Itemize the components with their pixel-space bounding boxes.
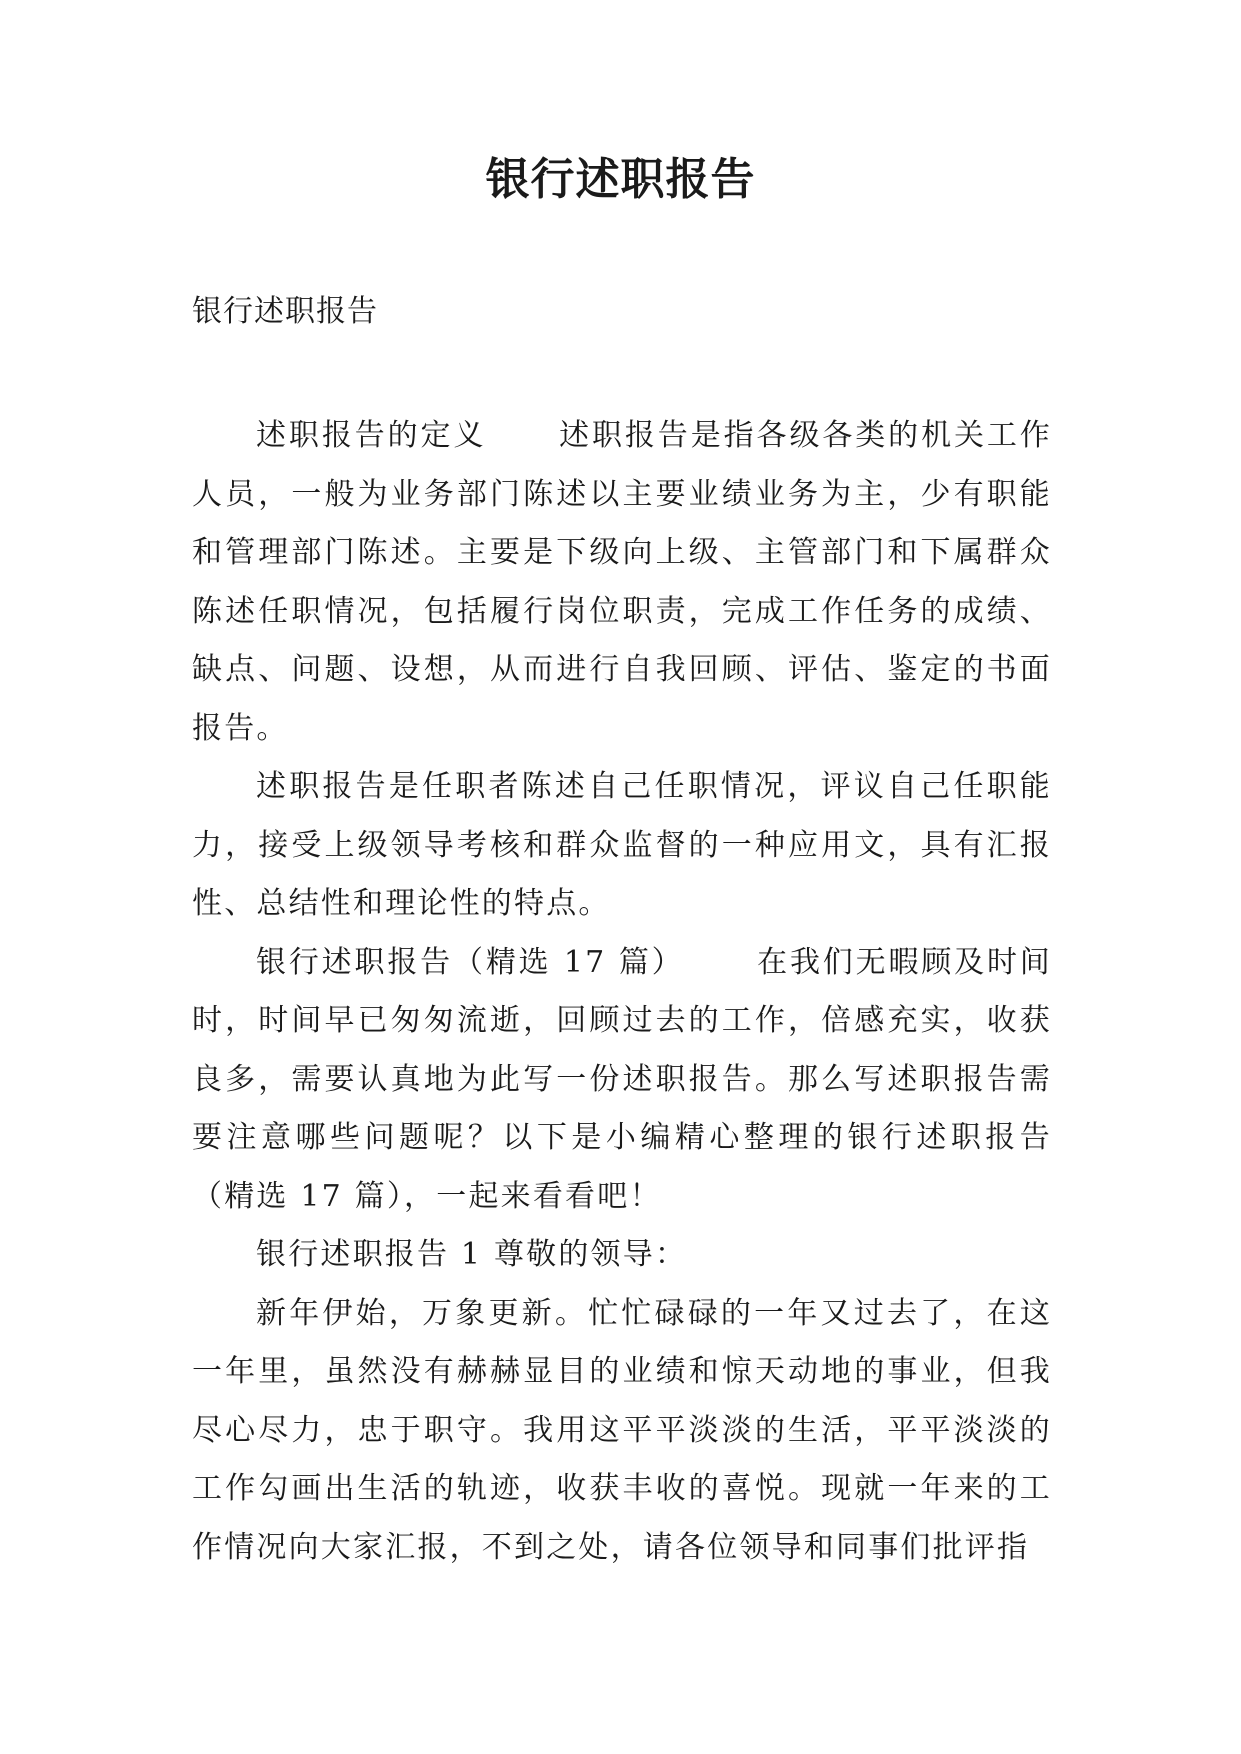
paragraph-text: 述职报告是指各级各类的机关工作人员，一般为业务部门陈述以主要业绩业务为主，少有职能和管理部门陈述。主要是下级向上级、主管部门和下属群众陈述任职情况，包括履行岗位职责，完成工作任务的成绩、缺点、问题、设想，从而进行自我回顾、评估、鉴定的书面报告。 [192,418,1053,746]
paragraph-report-opening [192,1285,1052,1578]
paragraph-characteristics [192,758,1052,934]
paragraph-text: 新年伊始，万象更新。忙忙碌碌的一年又过去了，在这一年里，虽然没有赫赫显目的业绩和惊天动地的事业，但我尽心尽力，忠于职守。我用这平平淡淡的生活，平平淡淡的工作勾画出生活的轨迹，收获丰收的喜悦。现就一年来的工作情况向大家汇报，不到之处，请各位领导和同事们批评指 [192,1295,1052,1565]
paragraph-text: 银行述职报告 1 尊敬的领导： [256,1237,688,1272]
document-title: 银行述职报告 [485,154,756,205]
paragraph-text: 在我们无暇顾及时间时，时间早已匆匆流逝，回顾过去的工作，倍感充实，收获良多，需要认真地为此写一份述职报告。那么写述职报告需要注意哪些问题呢？以下是小编精心整理的银行述职报告（精选 17 篇），一起来看看吧！ [192,944,1052,1214]
paragraph-introduction [192,934,1052,1227]
document-body [192,407,1052,1577]
paragraph-lead: 银行述职报告（精选 17 篇） [256,944,685,980]
paragraph-definition [192,407,1052,758]
paragraph-salutation [192,1226,1052,1285]
paragraph-text: 述职报告是任职者陈述自己任职情况，评议自己任职能力，接受上级领导考核和群众监督的一种应用文，具有汇报性、总结性和理论性的特点。 [192,769,1052,921]
document-subtitle: 银行述职报告 [192,294,378,329]
paragraph-lead: 述职报告的定义 [256,418,487,453]
